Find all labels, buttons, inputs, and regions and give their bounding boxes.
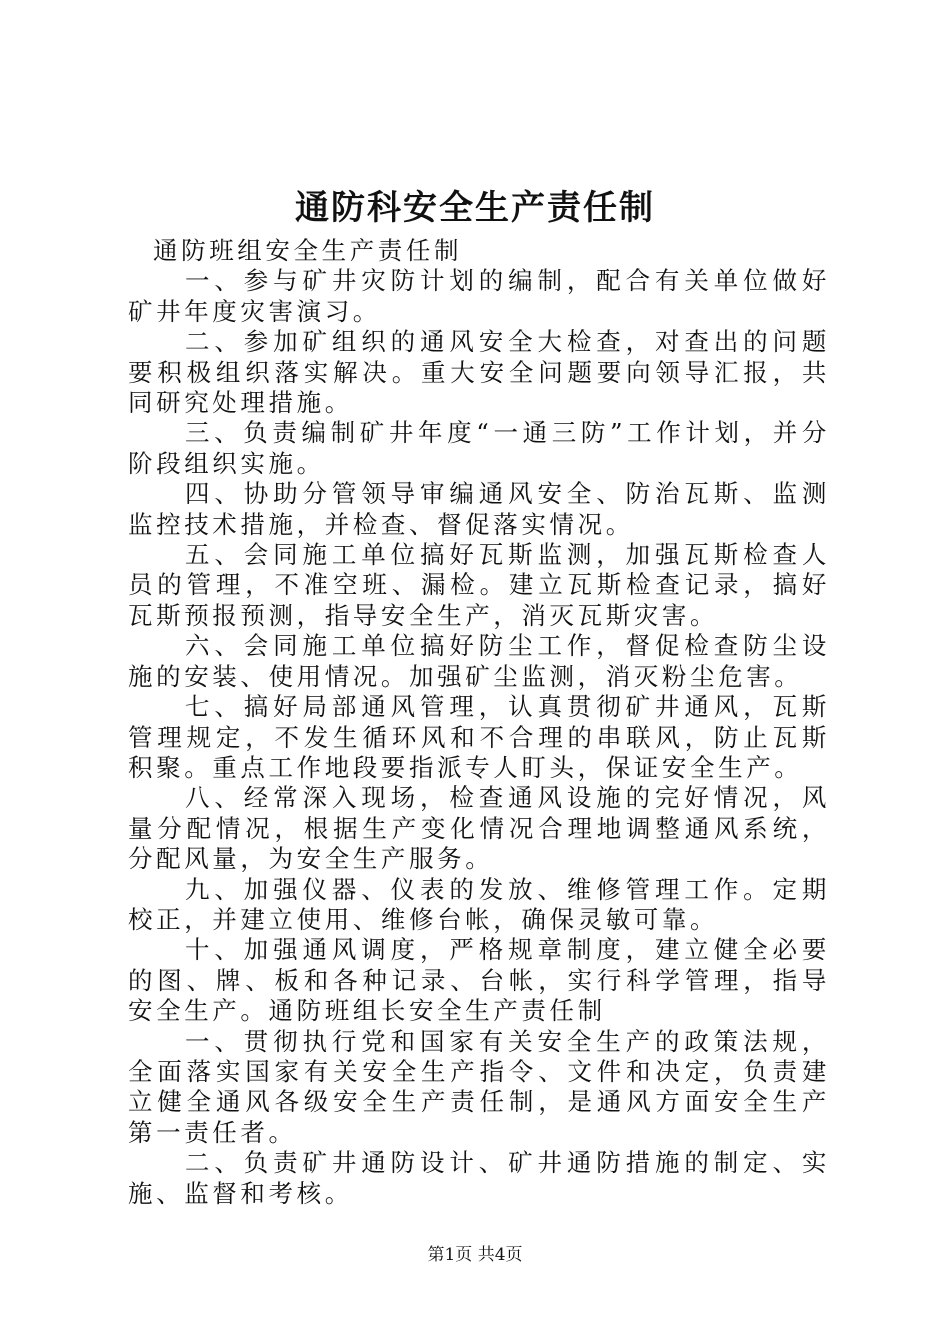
paragraph: 一、贯彻执行党和国家有关安全生产的政策法规，全面落实国家有关安全生产指令、文件和决定，负责建立健全通风各级安全生产责任制，是通风方面安全生产第一责任者。	[128, 1026, 830, 1147]
paragraph: 四、协助分管领导审编通风安全、防治瓦斯、监测监控技术措施，并检查、督促落实情况。	[128, 479, 830, 539]
document-title: 通防科安全生产责任制	[295, 188, 655, 228]
section-heading: 通防班组安全生产责任制	[153, 236, 463, 265]
paragraph: 五、会同施工单位搞好瓦斯监测，加强瓦斯检查人员的管理，不准空班、漏检。建立瓦斯检查记录，搞好瓦斯预报预测，指导安全生产，消灭瓦斯灾害。	[128, 540, 830, 630]
paragraph: 二、负责矿井通防设计、矿井通防措施的制定、实施、监督和考核。	[128, 1148, 830, 1208]
paragraph: 一、参与矿井灾防计划的编制，配合有关单位做好矿井年度灾害演习。	[128, 266, 830, 326]
paragraph: 六、会同施工单位搞好防尘工作，督促检查防尘设施的安装、使用情况。加强矿尘监测，消灭粉尘危害。	[128, 631, 830, 691]
paragraph: 七、搞好局部通风管理，认真贯彻矿井通风，瓦斯管理规定，不发生循环风和不合理的串联风，防止瓦斯积聚。重点工作地段要指派专人盯头，保证安全生产。	[128, 692, 830, 782]
paragraph: 三、负责编制矿井年度“一通三防”工作计划，并分阶段组织实施。	[128, 418, 830, 478]
paragraph: 八、经常深入现场，检查通风设施的完好情况，风量分配情况，根据生产变化情况合理地调整通风系统，分配风量，为安全生产服务。	[128, 783, 830, 874]
paragraph: 十、加强通风调度，严格规章制度，建立健全必要的图、牌、板和各种记录、台帐，实行科学管理，指导安全生产。通防班组长安全生产责任制	[128, 935, 830, 1026]
paragraph: 九、加强仪器、仪表的发放、维修管理工作。定期校正，并建立使用、维修台帐，确保灵敏可靠。	[128, 874, 830, 934]
document-body	[128, 236, 830, 1209]
paragraph: 二、参加矿组织的通风安全大检查，对查出的问题要积极组织落实解决。重大安全问题要向领导汇报，共同研究处理措施。	[128, 327, 830, 418]
page-footer: 第1页 共4页	[427, 1245, 523, 1265]
